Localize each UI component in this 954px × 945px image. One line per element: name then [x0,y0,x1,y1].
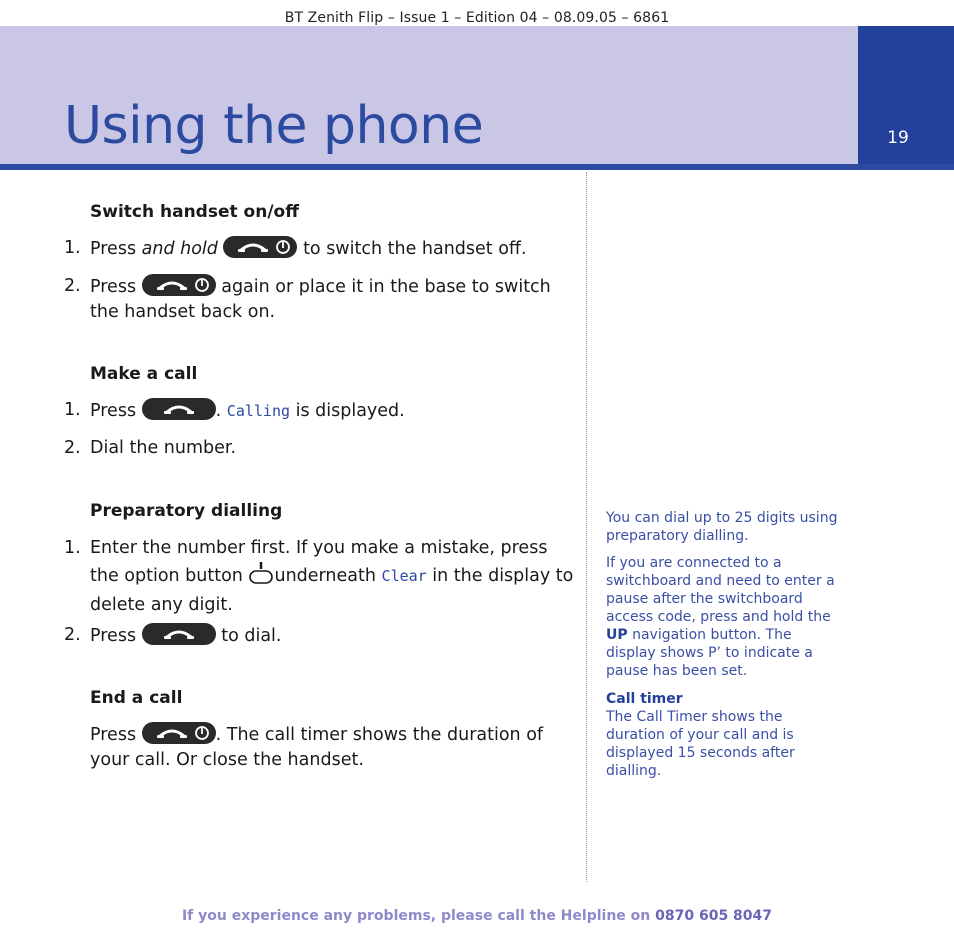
step-text: underneath [274,566,376,586]
step-text: is displayed. [295,401,405,421]
section-heading-preparatory: Preparatory dialling [90,501,283,521]
sidebar-note-pause [606,554,838,680]
section-heading-make-call: Make a call [90,364,198,384]
sidebar-note-digits [606,509,838,545]
end-call-power-key-icon [142,274,216,296]
sidebar-text: The Call Timer shows the duration of your call and is displayed 15 seconds after dialling. [606,709,795,779]
step-text: to dial. [221,626,282,646]
step-text: Press [90,626,137,646]
sidebar-up-label: UP [606,627,628,643]
step-number: 1. [64,400,81,420]
make-call-step-2 [64,436,574,461]
step-number: 2. [64,438,81,458]
sidebar-heading: Call timer [606,691,683,707]
step-text: Dial the number. [90,438,237,458]
prep-step-1 [64,536,574,618]
step-text: . The call timer shows the duration of your call. Or close the handset. [90,725,544,770]
talk-key-icon [142,623,216,645]
page-title: Using the phone [64,96,484,156]
step-number: 2. [64,625,81,645]
step-text: Press [90,239,137,259]
step-text: . [215,401,222,421]
sidebar-note-call-timer [606,690,838,780]
make-call-step-1 [64,398,574,424]
display-text-calling: Calling [226,402,291,420]
end-call-power-key-icon [142,722,216,744]
step-text: Press [90,277,137,297]
section-heading-end-call: End a call [90,688,183,708]
banner-rule [0,164,954,170]
helpline-footer [0,908,954,924]
end-call-power-key-icon [223,236,297,258]
talk-key-icon [142,398,216,420]
section-heading-switch: Switch handset on/off [90,202,299,222]
document-meta: BT Zenith Flip – Issue 1 – Edition 04 – 08.09.05 – 6861 [284,10,670,26]
step-text: Press [90,401,137,421]
prep-step-2 [64,623,574,649]
helpline-number: 0870 605 8047 [655,908,773,924]
switch-step-2 [64,274,574,325]
sidebar-text: You can dial up to 25 digits using preparatory dialling. [606,510,838,544]
step-text: again or place it in the base to switch the handset back on. [90,277,551,322]
display-text-clear: Clear [381,567,427,585]
sidebar-text: If you are connected to a switchboard and need to enter a pause after the switchboard access code, press and hold the [606,555,835,625]
page-number: 19 [887,128,909,148]
column-divider [586,172,587,882]
switch-step-1 [64,236,574,262]
step-number: 1. [64,538,81,558]
sidebar-text: navigation button. The display shows P’ to indicate a pause has been set. [606,627,813,679]
step-text: Press [90,725,137,745]
step-number: 1. [64,238,81,258]
option-button-icon [248,561,274,593]
footer-text: If you experience any problems, please call the Helpline on [181,908,651,924]
step-text: Enter the number first. If you make a mistake, press the option button [90,538,548,586]
step-text: to switch the handset off. [303,239,527,259]
step-number: 2. [64,276,81,296]
step-emphasis: and hold [141,239,218,259]
step-text: in the display to delete any digit. [90,566,574,615]
end-call-paragraph [90,722,580,773]
